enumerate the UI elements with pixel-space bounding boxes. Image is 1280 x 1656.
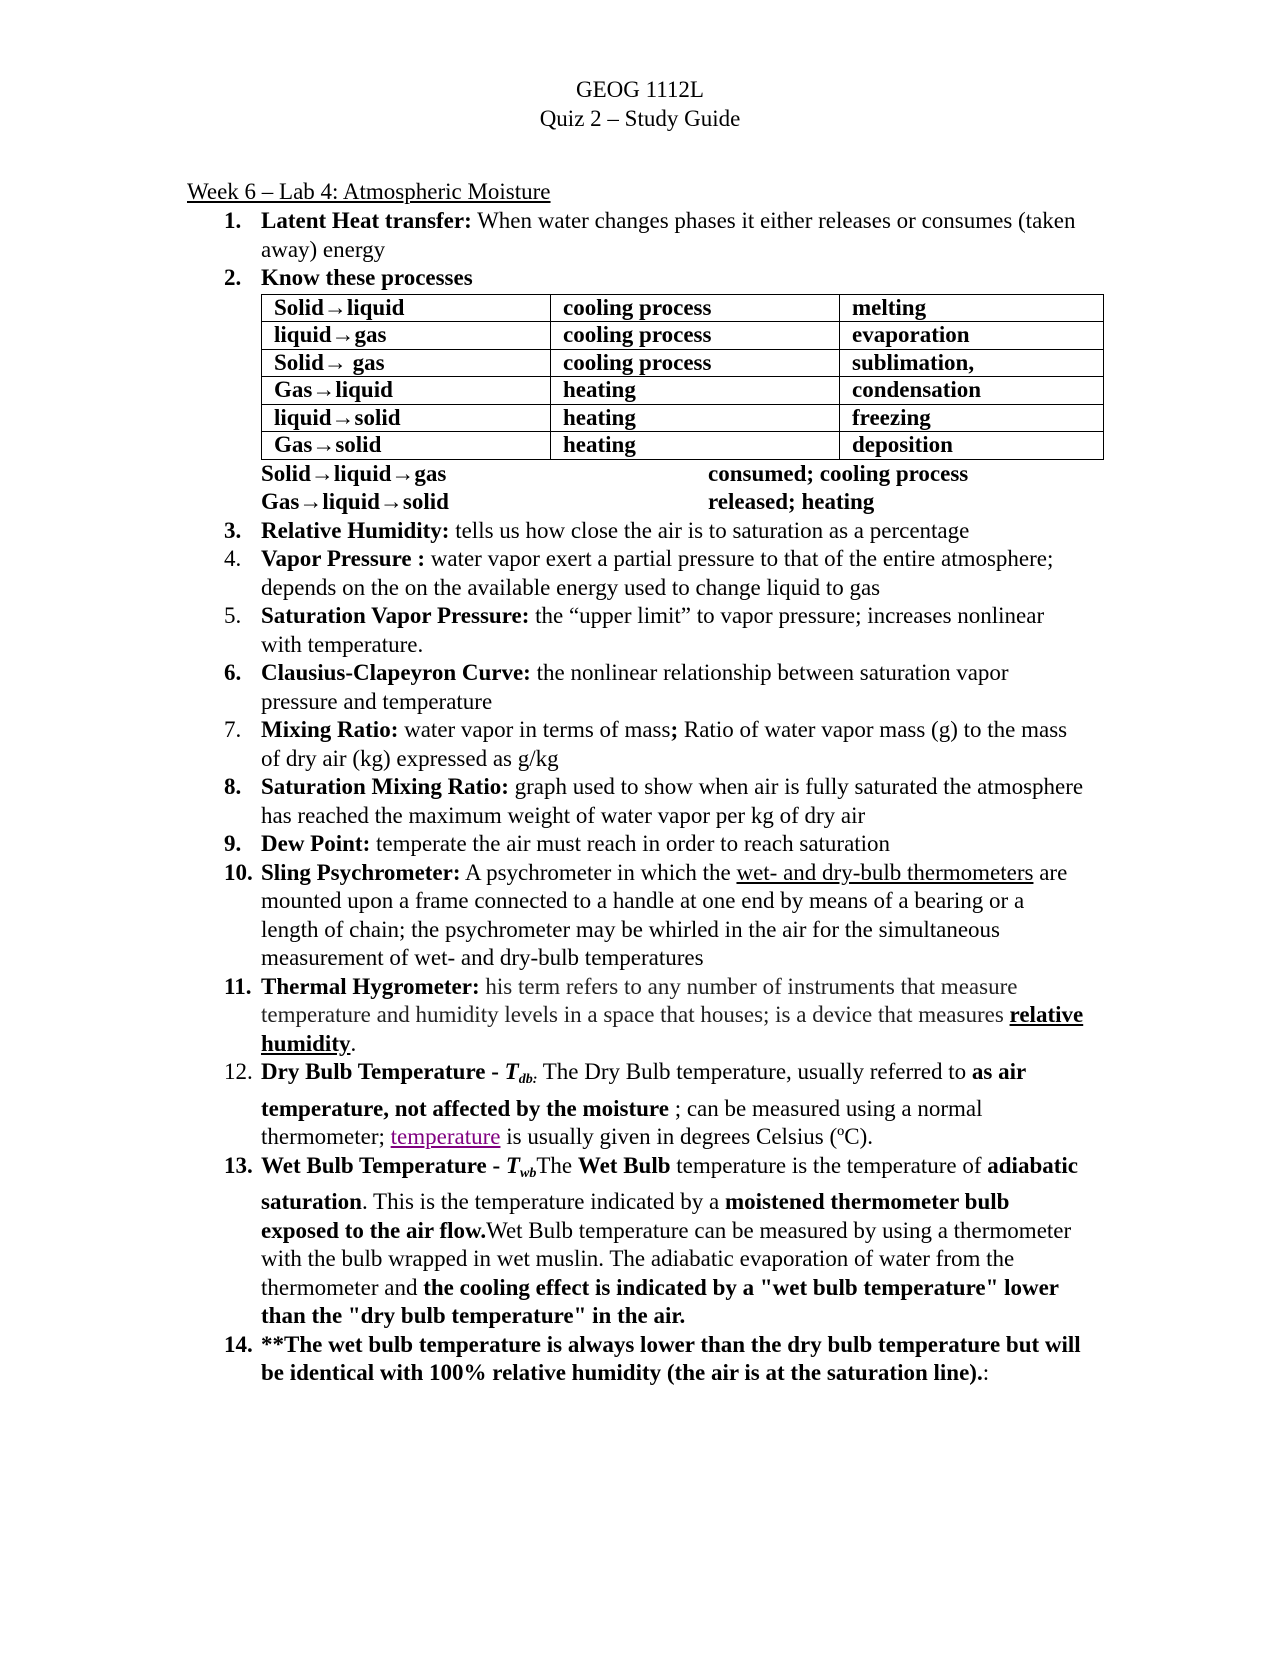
definition: his term refers to any number of instruments that measure temperature and humidity levels in a space that houses; is a device that measures [261, 973, 1018, 1027]
definition: the “upper limit” to vapor pressure; increases nonlinear with temperature. [261, 603, 1045, 657]
term: Vapor Pressure : [261, 546, 425, 571]
summary-sequence: Solid→liquid→gas [261, 460, 447, 486]
list-item [187, 773, 1087, 830]
item-number: 13. [224, 1152, 253, 1178]
definition: graph used to show when air is fully saturated the atmosphere has reached the maximum weight of water vapor per kg of dry air [261, 774, 1084, 828]
definition-continued: ; can be measured using a normal thermometer; [261, 1095, 983, 1149]
key-note: **The wet bulb temperature is always lower than the dry bulb temperature but will be identical with 100% relative humidity (the air is at the saturation line). [261, 1331, 1081, 1385]
relative-humidity-term: relative humidity [261, 1002, 1084, 1056]
thermometers-link[interactable]: wet- and dry-bulb thermometers [736, 859, 1034, 885]
definition: A psychrometer in which the [460, 859, 737, 885]
definition-end: is usually given in degrees Celsius (ºC). [500, 1124, 874, 1149]
term: Thermal Hygrometer: [261, 973, 480, 999]
process-name-cell: melting [840, 294, 1104, 322]
list-item [187, 973, 1087, 1059]
list-item [187, 207, 1087, 264]
temperature-link[interactable]: temperature [390, 1124, 501, 1149]
term: Latent Heat transfer: [261, 208, 472, 233]
list-item [187, 1331, 1087, 1388]
item-number: 12. [224, 1059, 253, 1084]
definition: the nonlinear relationship between saturation vapor pressure and temperature [261, 660, 1009, 714]
definition: temperate the air must reach in order to reach saturation [370, 831, 891, 856]
section-heading: Week 6 – Lab 4: Atmospheric Moisture [187, 179, 551, 204]
definition-continued: Ratio of water vapor mass (g) to the mass of dry air (kg) expressed as g/kg [261, 717, 1068, 771]
list-item [187, 830, 1087, 859]
process-type-cell: heating [551, 432, 840, 460]
list-item [187, 1152, 1087, 1331]
item-number: 7. [224, 717, 242, 742]
process-name-cell: evaporation [840, 322, 1104, 350]
term: Mixing Ratio: [261, 717, 399, 742]
phase-change-cell: Gas→solid [262, 432, 551, 460]
process-type-cell: cooling process [551, 322, 840, 350]
term: Dew Point: [261, 831, 371, 856]
symbol: T [504, 1059, 519, 1084]
term: Wet Bulb Temperature - [261, 1152, 506, 1178]
definition-bold: adiabatic saturation [261, 1152, 1078, 1214]
summary-line [261, 488, 1087, 517]
summary-result: consumed; cooling process [708, 460, 969, 486]
definition-continued: temperature is the temperature of [670, 1152, 988, 1178]
term: Know these processes [261, 265, 473, 290]
document-subtitle: Quiz 2 – Study Guide [539, 105, 741, 131]
definition: The Dry Bulb temperature, usually referred to [537, 1059, 972, 1084]
item-number: 3. [224, 517, 242, 543]
term: Sling Psychrometer: [261, 859, 461, 885]
list-item [187, 602, 1087, 659]
process-type-cell: cooling process [551, 294, 840, 322]
process-name-cell: deposition [840, 432, 1104, 460]
item-number: 4. [224, 546, 242, 571]
phase-change-cell: liquid→solid [262, 404, 551, 432]
symbol-subscript: wb [519, 1165, 537, 1181]
process-type-cell: heating [551, 377, 840, 405]
definition-bold: Wet Bulb [577, 1152, 671, 1178]
process-name-cell: freezing [840, 404, 1104, 432]
summary-sequence: Gas→liquid→solid [261, 489, 449, 514]
item-number: 9. [224, 831, 242, 856]
table-row [262, 432, 1104, 460]
phase-change-cell: Gas→liquid [262, 377, 551, 405]
item-number: 10. [224, 859, 253, 885]
list-item [187, 659, 1087, 716]
term: Clausius-Clapeyron Curve: [261, 660, 531, 685]
table-row [262, 349, 1104, 377]
definition: water vapor in terms of mass [398, 717, 671, 742]
item-number: 8. [224, 774, 242, 799]
item-number: 5. [224, 603, 242, 628]
study-list [187, 207, 1087, 1388]
phase-change-cell: Solid→ gas [262, 349, 551, 377]
definition: The [536, 1152, 578, 1178]
definition-bold: the cooling effect is indicated by a "wet bulb temperature" lower than the "dry bulb temperature" in the air. [261, 1274, 1059, 1328]
term: Relative Humidity: [261, 517, 450, 543]
symbol: T [505, 1152, 520, 1178]
item-number: 1. [224, 208, 242, 233]
item-number: 2. [224, 265, 242, 290]
term: Dry Bulb Temperature - [261, 1059, 505, 1084]
table-row [262, 322, 1104, 350]
definition: tells us how close the air is to saturation as a percentage [449, 517, 970, 543]
definition: water vapor exert a partial pressure to that of the entire atmosphere; depends on the on the available energy used to change liquid to gas [261, 546, 1054, 600]
list-item [187, 264, 1087, 517]
table-row [262, 377, 1104, 405]
list-item [187, 859, 1087, 973]
semicolon: ; [670, 717, 679, 742]
definition-continued: . This is the temperature indicated by a [361, 1189, 725, 1214]
item-number: 11. [224, 973, 252, 999]
symbol-subscript: db: [518, 1072, 538, 1087]
summary-line [261, 460, 1087, 489]
list-item [187, 545, 1087, 602]
definition-continued: are mounted upon a frame connected to a handle at one end by means of a bearing or a length of chain; the psychrometer may be whirled in the air for the simultaneous measurement of wet- and dry-bulb temperatures [261, 859, 1068, 970]
list-item [187, 1058, 1087, 1152]
term: Saturation Vapor Pressure: [261, 603, 530, 628]
process-type-cell: cooling process [551, 349, 840, 377]
item-number: 6. [224, 660, 242, 685]
course-title: GEOG 1112L [576, 77, 704, 102]
colon: : [982, 1360, 990, 1385]
definition: When water changes phases it either releases or consumes (taken away) energy [261, 208, 1076, 262]
process-name-cell: condensation [840, 377, 1104, 405]
document-header [0, 76, 1280, 133]
phase-change-cell: Solid→liquid [262, 294, 551, 322]
definition-bold: moistened thermometer bulb exposed to the air flow. [261, 1189, 1010, 1243]
list-item [187, 517, 1087, 546]
process-type-cell: heating [551, 404, 840, 432]
table-row [262, 404, 1104, 432]
process-table [261, 294, 1104, 460]
process-name-cell: sublimation, [840, 349, 1104, 377]
item-number: 14. [224, 1331, 253, 1357]
definition-continued: Wet Bulb temperature can be measured by using a thermometer with the bulb wrapped in wet muslin. The adiabatic evaporation of water from the thermometer and [261, 1217, 1072, 1300]
summary-result: released; heating [708, 489, 875, 514]
phase-change-cell: liquid→gas [262, 322, 551, 350]
process-summary [261, 460, 1087, 517]
table-row [262, 294, 1104, 322]
definition-bold: as air temperature, not affected by the moisture [261, 1059, 1026, 1121]
period: . [350, 1030, 357, 1056]
list-item [187, 716, 1087, 773]
term: Saturation Mixing Ratio: [261, 774, 509, 799]
